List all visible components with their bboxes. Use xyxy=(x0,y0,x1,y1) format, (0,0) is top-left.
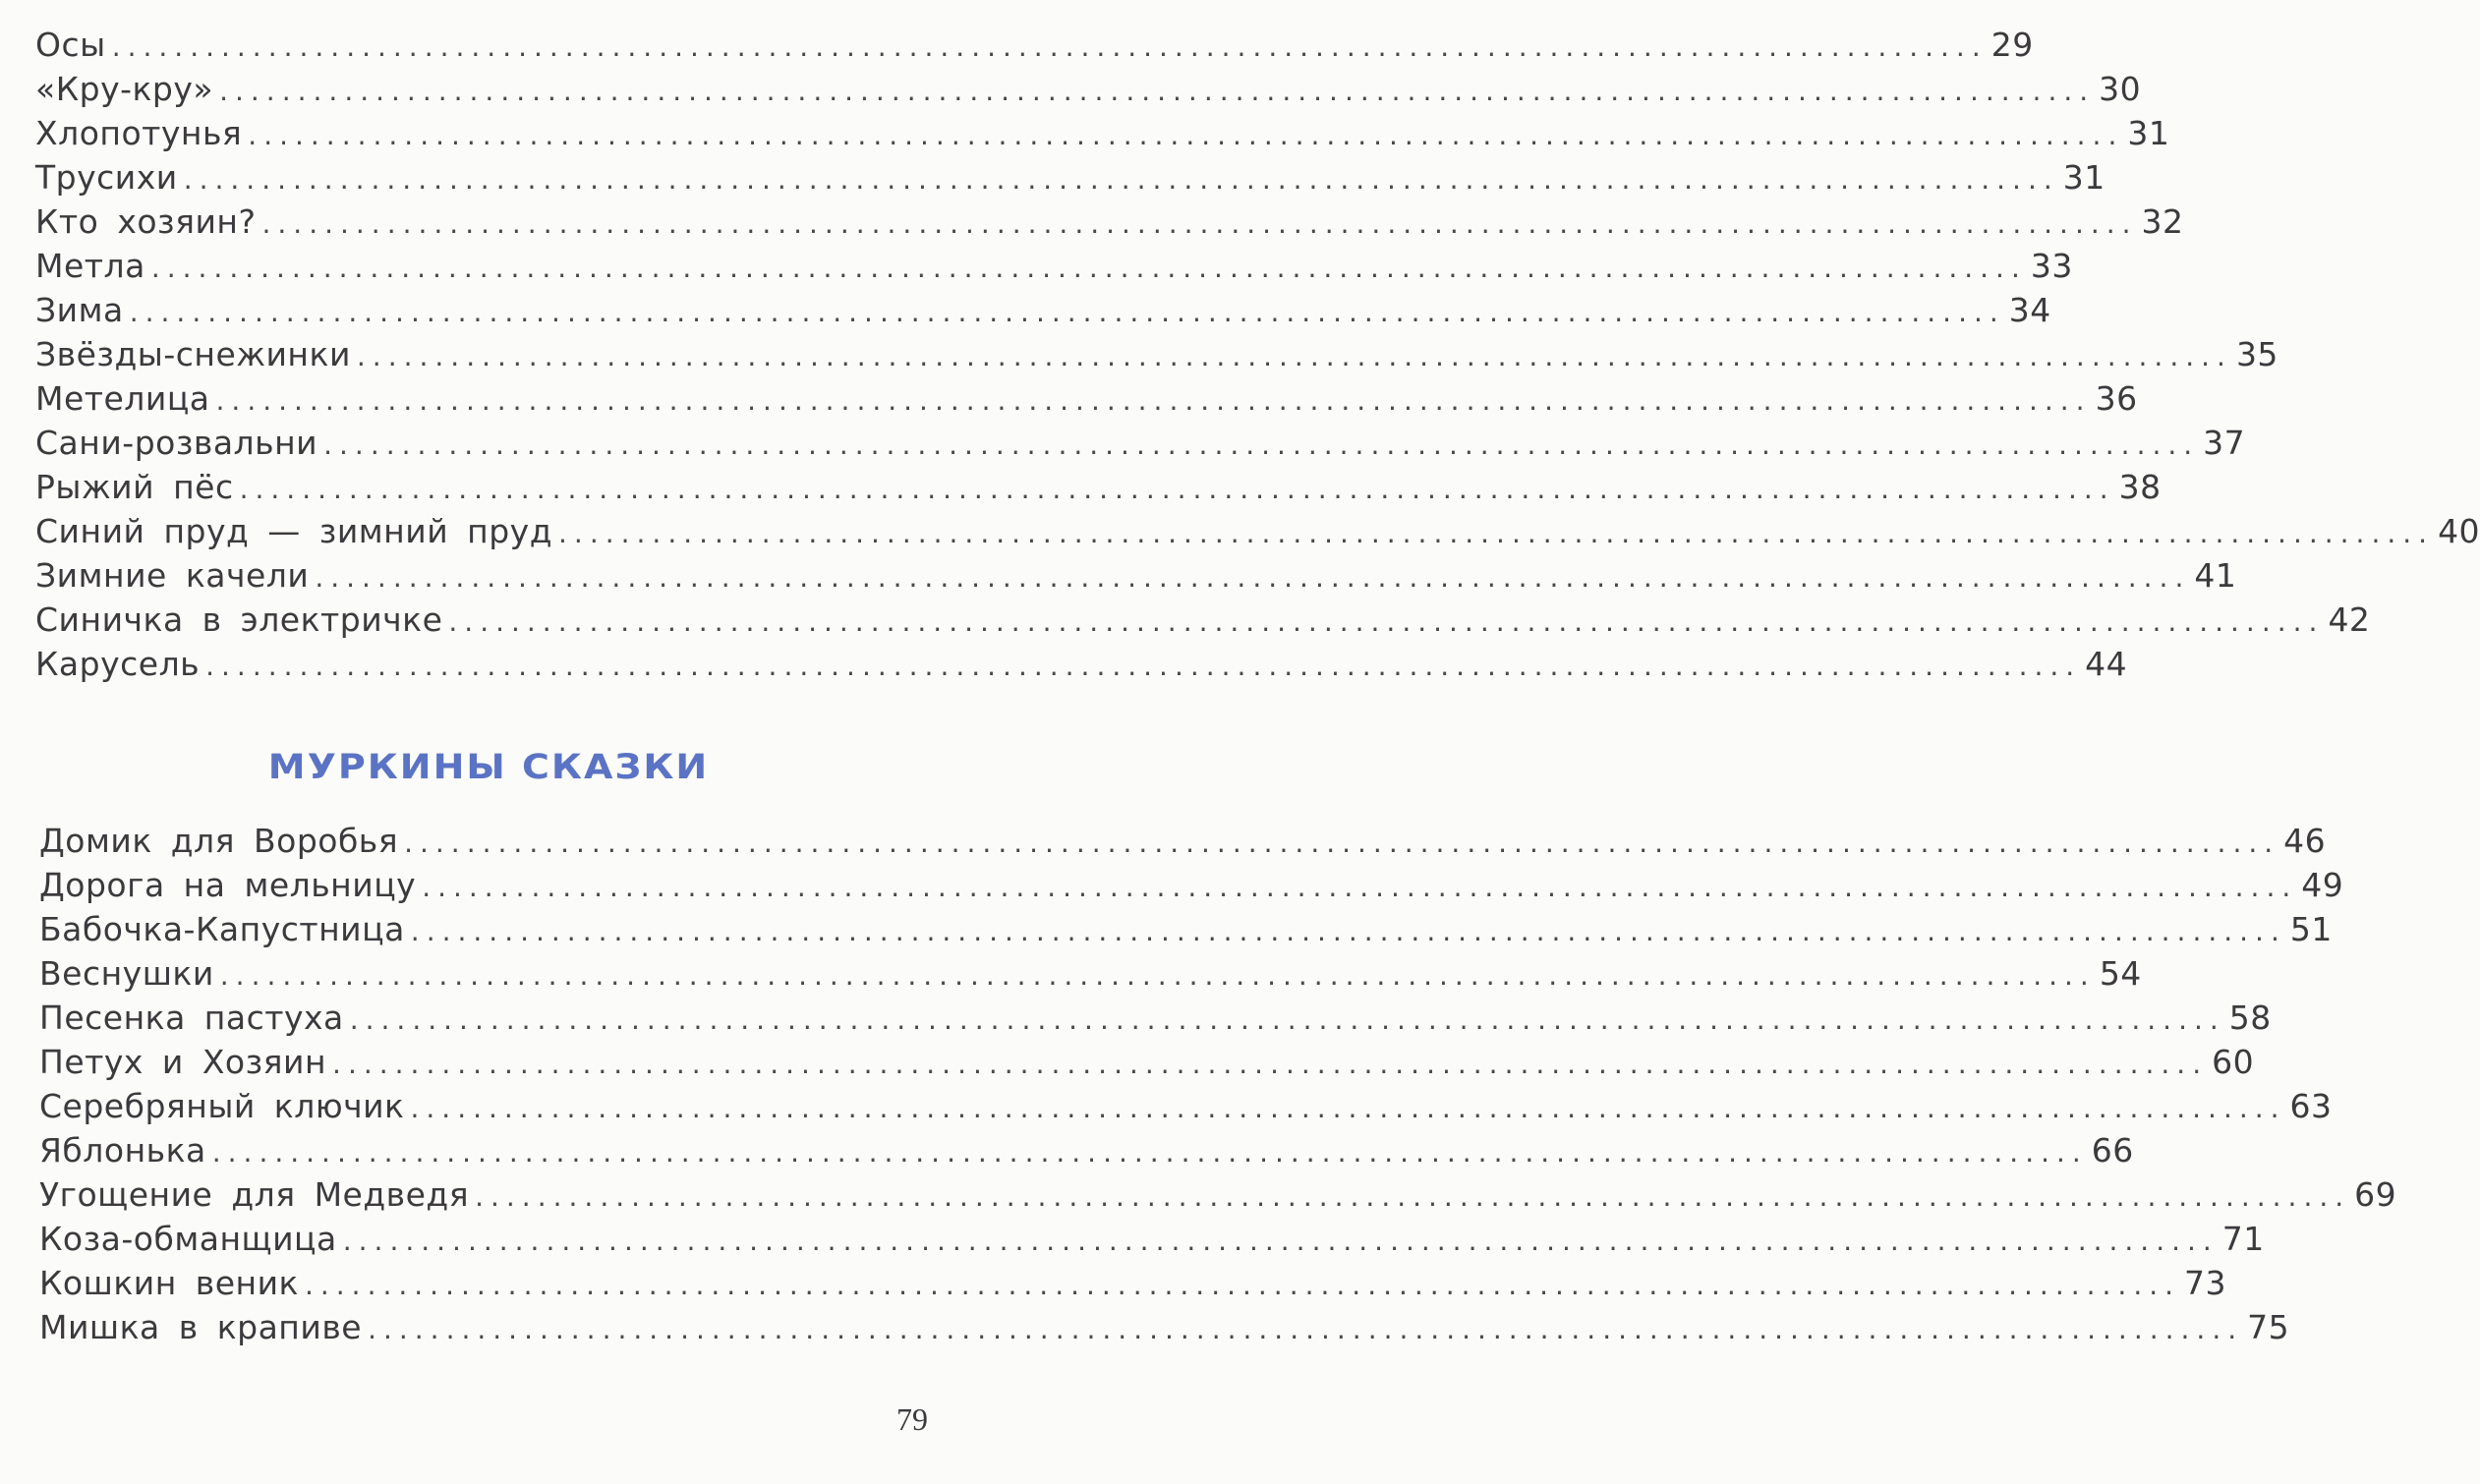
toc-list-part-1 xyxy=(35,26,2480,689)
toc-entry-title: Звёзды-снежинки xyxy=(35,335,351,373)
toc-entry-page: 54 xyxy=(2099,954,2142,993)
leader-dots: ........................................................................................................................ xyxy=(219,959,2096,992)
toc-entry-page: 49 xyxy=(2301,866,2344,904)
toc-entry-page: 63 xyxy=(2289,1087,2333,1125)
toc-entry-page: 58 xyxy=(2228,999,2272,1037)
toc-entry[interactable] xyxy=(39,1308,2290,1352)
toc-entry-title: Кошкин веник xyxy=(39,1264,299,1302)
toc-entry-page: 33 xyxy=(2030,247,2073,285)
toc-entry-title: Зима xyxy=(35,291,124,329)
toc-entry-page: 73 xyxy=(2184,1264,2227,1302)
toc-entry[interactable] xyxy=(35,556,2237,600)
toc-entry-page: 31 xyxy=(2127,114,2170,152)
toc-entry-title: Дорога на мельницу xyxy=(39,866,417,904)
leader-dots: ........................................................................................................................ xyxy=(304,1269,2181,1301)
section-heading: МУРКИНЫ СКАЗКИ xyxy=(267,746,710,787)
toc-entry-page: 42 xyxy=(2328,600,2371,639)
toc-entry-page: 30 xyxy=(2099,70,2142,108)
toc-entry-title: Хлопотунья xyxy=(35,114,243,152)
toc-entry-title: Бабочка-Капустница xyxy=(39,910,405,948)
toc-entry-page: 37 xyxy=(2203,424,2246,462)
toc-entry-page: 60 xyxy=(2212,1043,2255,1081)
leader-dots: ........................................................................................................................ xyxy=(342,1225,2219,1257)
toc-entry-title: Серебряный ключик xyxy=(39,1087,405,1125)
leader-dots: ........................................................................................................................ xyxy=(248,119,2124,151)
leader-dots: ........................................................................................................................ xyxy=(215,384,2092,417)
toc-entry-page: 44 xyxy=(2085,645,2128,683)
toc-entry[interactable] xyxy=(35,600,2371,645)
toc-entry-title: Угощение для Медведя xyxy=(39,1175,470,1214)
toc-entry[interactable] xyxy=(39,1175,2397,1220)
toc-entry[interactable] xyxy=(39,1087,2333,1131)
toc-entry[interactable] xyxy=(39,1043,2255,1087)
toc-entry[interactable] xyxy=(39,999,2272,1043)
toc-entry-title: Сани-розвальни xyxy=(35,424,318,462)
toc-entry-page: 35 xyxy=(2235,335,2278,373)
toc-entry[interactable] xyxy=(35,202,2184,247)
toc-entry-page: 46 xyxy=(2283,822,2327,860)
toc-entry-title: Синичка в электричке xyxy=(35,600,443,639)
toc-entry-page: 31 xyxy=(2062,158,2105,197)
toc-entry-title: Мишка в крапиве xyxy=(39,1308,363,1346)
toc-entry-page: 38 xyxy=(2118,468,2162,506)
toc-entry[interactable] xyxy=(39,1131,2134,1175)
toc-entry-page: 51 xyxy=(2289,910,2333,948)
toc-entry[interactable] xyxy=(35,26,2034,70)
toc-entry-page: 32 xyxy=(2141,202,2184,241)
toc-entry-title: Яблонька xyxy=(39,1131,206,1170)
toc-entry-title: Домик для Воробья xyxy=(39,822,399,860)
toc-entry-title: Песенка пастуха xyxy=(39,999,344,1037)
leader-dots: ........................................................................................................................ xyxy=(448,605,2325,638)
toc-entry-title: Трусихи xyxy=(35,158,178,197)
leader-dots: ........................................................................................................................ xyxy=(475,1180,2351,1213)
leader-dots: ........................................................................................................................ xyxy=(323,428,2200,461)
toc-list-part-2 xyxy=(39,822,2397,1352)
leader-dots: ........................................................................................................................ xyxy=(205,650,2082,682)
toc-entry-title: Осы xyxy=(35,26,106,64)
toc-entry[interactable] xyxy=(35,512,2480,556)
toc-entry-title: «Кру-кру» xyxy=(35,70,214,108)
leader-dots: ........................................................................................................................ xyxy=(211,1136,2088,1169)
leader-dots: ........................................................................................................................ xyxy=(422,871,2298,903)
toc-entry-page: 41 xyxy=(2194,556,2237,595)
toc-entry-title: Синий пруд — зимний пруд xyxy=(35,512,553,550)
toc-entry-page: 66 xyxy=(2091,1131,2134,1170)
toc-entry-page: 36 xyxy=(2095,379,2138,418)
toc-entry-page: 29 xyxy=(1990,26,2034,64)
leader-dots: ........................................................................................................................ xyxy=(558,517,2435,549)
toc-entry-title: Петух и Хозяин xyxy=(39,1043,327,1081)
toc-entry[interactable] xyxy=(35,468,2162,512)
toc-entry[interactable] xyxy=(35,247,2073,291)
leader-dots: ........................................................................................................................ xyxy=(349,1003,2225,1036)
toc-entry-title: Метелица xyxy=(35,379,210,418)
toc-entry-title: Карусель xyxy=(35,645,201,683)
toc-entry-title: Зимние качели xyxy=(35,556,310,595)
toc-entry-title: Коза-обманщица xyxy=(39,1220,337,1258)
toc-entry-title: Метла xyxy=(35,247,145,285)
toc-entry[interactable] xyxy=(39,1264,2227,1308)
toc-entry-title: Кто хозяин? xyxy=(35,202,257,241)
toc-entry[interactable] xyxy=(39,910,2333,954)
toc-entry[interactable] xyxy=(35,114,2170,158)
leader-dots: ........................................................................................................................ xyxy=(410,915,2286,947)
toc-entry[interactable] xyxy=(35,335,2278,379)
toc-entry-page: 75 xyxy=(2247,1308,2290,1346)
toc-entry[interactable] xyxy=(35,424,2246,468)
toc-entry[interactable] xyxy=(35,379,2138,424)
leader-dots: ........................................................................................................................ xyxy=(356,340,2232,372)
leader-dots: ........................................................................................................................ xyxy=(410,1092,2286,1124)
leader-dots: ........................................................................................................................ xyxy=(239,473,2115,505)
toc-entry-title: Рыжий пёс xyxy=(35,468,234,506)
toc-entry[interactable] xyxy=(35,645,2128,689)
leader-dots: ........................................................................................................................ xyxy=(332,1048,2209,1080)
leader-dots: ........................................................................................................................ xyxy=(183,163,2059,196)
toc-entry[interactable] xyxy=(39,954,2142,999)
toc-entry[interactable] xyxy=(39,866,2344,910)
toc-entry-title: Веснушки xyxy=(39,954,214,993)
toc-entry[interactable] xyxy=(35,291,2051,335)
leader-dots: ........................................................................................................................ xyxy=(150,252,2027,284)
toc-entry[interactable] xyxy=(35,70,2142,114)
toc-entry[interactable] xyxy=(39,1220,2265,1264)
toc-entry-page: 71 xyxy=(2221,1220,2265,1258)
toc-entry-page: 34 xyxy=(2008,291,2051,329)
leader-dots: ........................................................................................................................ xyxy=(261,207,2138,240)
page-number: 79 xyxy=(896,1401,928,1437)
toc-entry[interactable] xyxy=(35,158,2105,202)
leader-dots: ........................................................................................................................ xyxy=(404,827,2280,859)
toc-entry-page: 40 xyxy=(2438,512,2480,550)
toc-entry[interactable] xyxy=(39,822,2327,866)
toc-entry-page: 69 xyxy=(2354,1175,2397,1214)
leader-dots: ........................................................................................................................ xyxy=(315,561,2191,594)
leader-dots: ........................................................................................................................ xyxy=(219,75,2096,107)
leader-dots: ........................................................................................................................ xyxy=(129,296,2005,328)
leader-dots: ........................................................................................................................ xyxy=(368,1313,2244,1345)
leader-dots: ........................................................................................................................ xyxy=(111,30,1988,63)
